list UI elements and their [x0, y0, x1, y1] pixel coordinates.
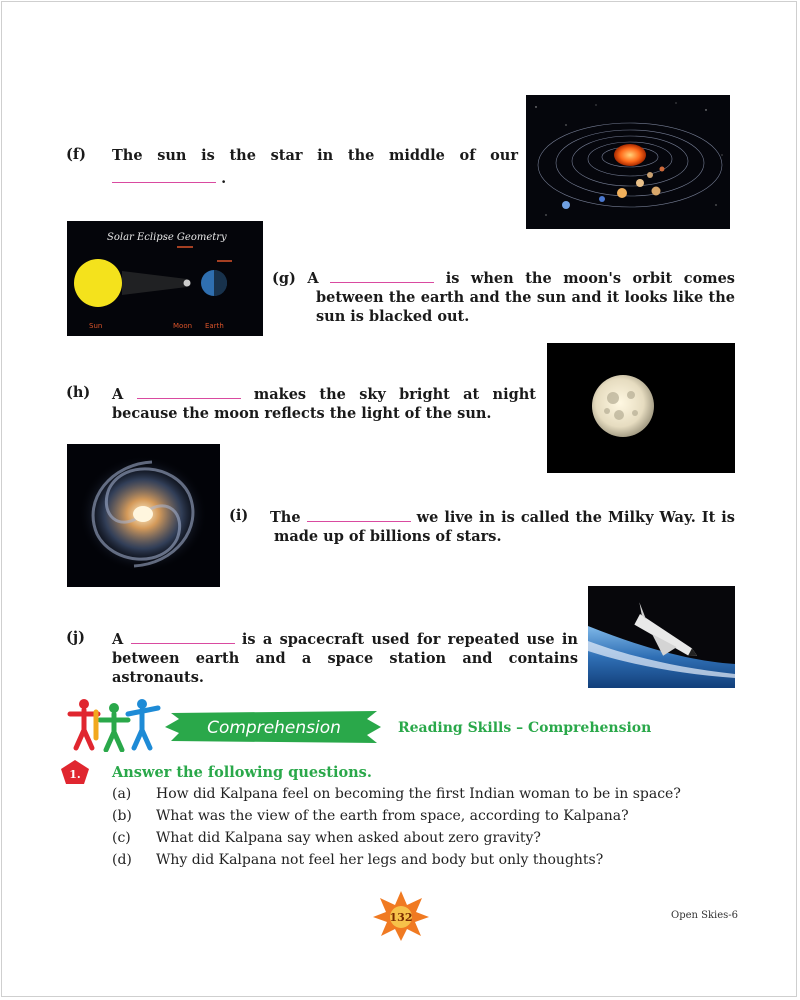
eclipse-label-earth: Earth: [205, 322, 224, 330]
comprehension-banner-text: Comprehension: [207, 718, 341, 738]
eclipse-label-sun: Sun: [89, 322, 103, 330]
exercise-instruction: Answer the following questions.: [112, 764, 372, 781]
spiral-galaxy-illustration: [67, 444, 220, 587]
full-moon-illustration: [547, 343, 735, 473]
moon-image: [547, 343, 735, 473]
question-g-line1: is when the moon's orbit comes: [445, 270, 735, 287]
question-a-label: (a): [112, 786, 132, 802]
question-j: [112, 629, 578, 687]
reading-skills-title: Reading Skills – Comprehension: [398, 720, 652, 736]
exercise-number: 1.: [69, 768, 81, 781]
book-title: Open Skies-6: [671, 910, 739, 921]
question-d-text: Why did Kalpana not feel her legs and body but only thoughts?: [156, 852, 604, 868]
question-i-line2: made up of billions of stars.: [274, 528, 502, 545]
question-h-blank[interactable]: [137, 384, 241, 399]
space-shuttle-image: [588, 586, 735, 688]
question-f-line1: The sun is the star in the middle of our: [112, 147, 518, 164]
question-c-label: (c): [112, 830, 131, 846]
page-number-star: [372, 890, 430, 942]
question-h: [112, 384, 536, 423]
question-g: [272, 268, 735, 326]
eclipse-label-moon: Moon: [173, 322, 193, 330]
question-a-text: How did Kalpana feel on becoming the first Indian woman to be in space?: [156, 786, 681, 802]
question-j-line1: is a spacecraft used for repeated use in: [241, 631, 578, 648]
question-h-a: A: [112, 386, 124, 403]
question-b-text: What was the view of the earth from space, according to Kalpana?: [156, 808, 629, 824]
question-i-line1: we live in is called the Milky Way. It is: [416, 509, 735, 526]
banner-shape: [163, 707, 385, 747]
question-h-line1: makes the sky bright at night: [253, 386, 536, 403]
comprehension-banner: [163, 707, 385, 747]
question-i-blank[interactable]: [307, 507, 411, 522]
solar-eclipse-diagram: [67, 221, 263, 336]
question-j-a: A: [112, 631, 124, 648]
question-j-line3: astronauts.: [112, 669, 204, 686]
question-g-line3: sun is blacked out.: [316, 308, 470, 325]
question-f: [112, 146, 518, 188]
star-badge-icon: [372, 890, 430, 942]
question-j-letter: (j): [66, 629, 85, 646]
question-g-blank[interactable]: [330, 268, 434, 283]
pentagon-badge-icon: [60, 759, 90, 785]
question-j-line2: between earth and a space station and contains: [112, 650, 578, 667]
space-shuttle-illustration: [588, 586, 735, 688]
question-c-text: What did Kalpana say when asked about zero gravity?: [156, 830, 541, 846]
question-d-label: (d): [112, 852, 132, 868]
question-h-letter: (h): [66, 384, 91, 401]
question-f-letter: (f): [66, 146, 86, 163]
question-h-line2: because the moon reflects the light of the sun.: [112, 405, 492, 422]
exercise-number-badge: [60, 759, 90, 785]
milky-way-image: [67, 444, 220, 587]
reading-kids-icon: [66, 698, 162, 752]
solar-eclipse-image: [67, 221, 263, 336]
children-figures-icon: [66, 698, 162, 752]
question-j-blank[interactable]: [131, 629, 235, 644]
page-number: 132: [389, 911, 413, 924]
question-f-blank[interactable]: [112, 168, 216, 183]
question-g-line2: between the earth and the sun and it looks like the: [316, 289, 735, 306]
question-i-the: The: [270, 509, 301, 526]
solar-system-illustration: [526, 95, 730, 229]
solar-system-image: [526, 95, 730, 229]
question-b-label: (b): [112, 808, 132, 824]
question-f-end: .: [221, 170, 227, 187]
eclipse-title: Solar Eclipse Geometry: [107, 232, 227, 243]
question-i: [270, 507, 735, 546]
question-i-letter: (i): [229, 507, 249, 524]
question-g-letter: (g) A: [272, 270, 319, 287]
